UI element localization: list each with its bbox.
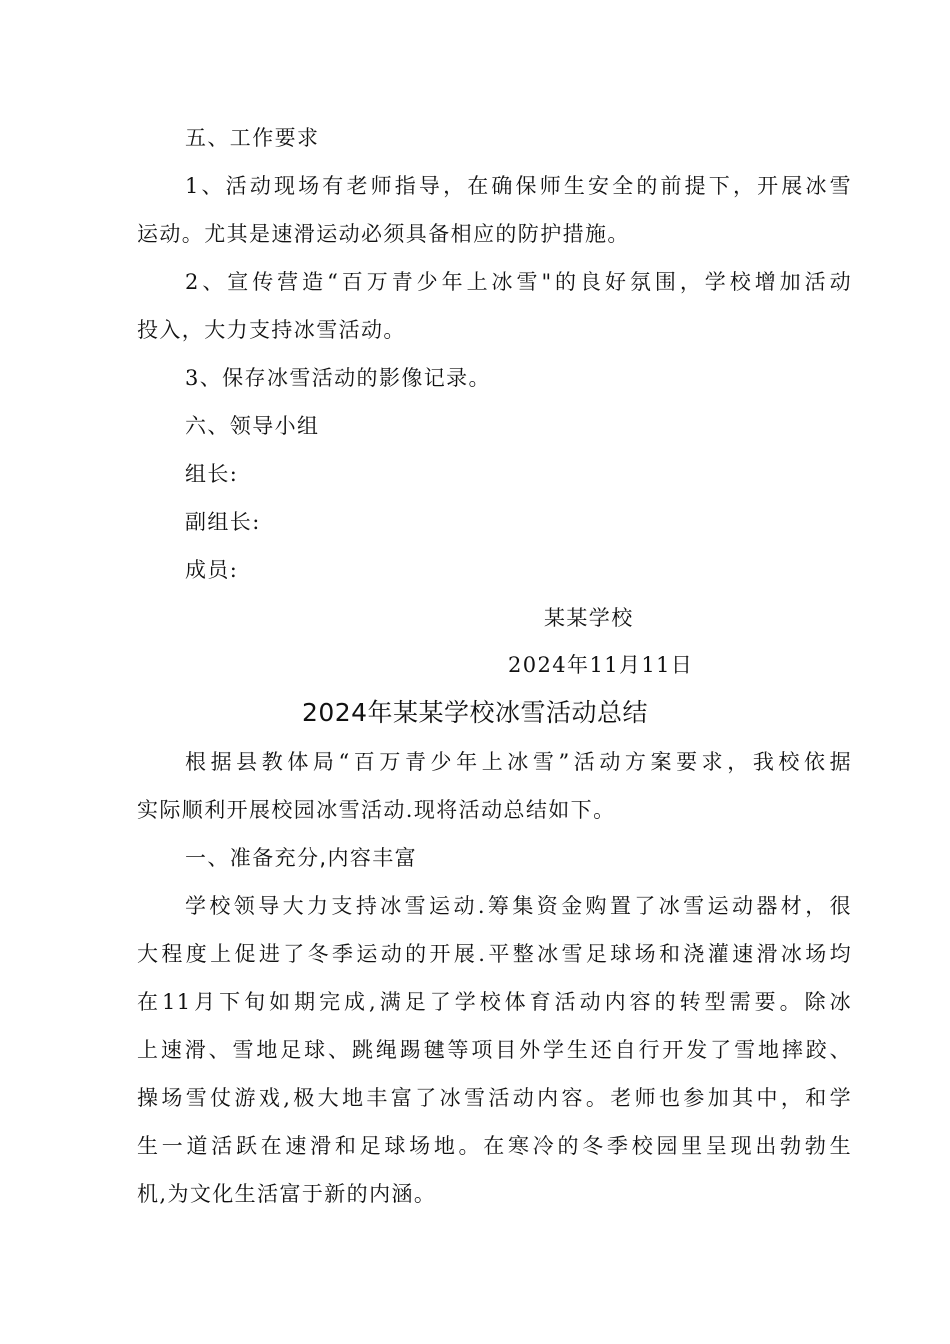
signature-date: 2024年11月11日 — [508, 653, 694, 677]
summary-p1-line7: 机,为文化生活富于新的内涵。 — [137, 1182, 437, 1206]
summary-p1-line4: 上速滑、雪地足球、跳绳踢毽等项目外学生还自行开发了雪地摔跤、 — [137, 1038, 852, 1062]
section6-heading: 六、领导小组 — [185, 414, 320, 438]
leader-label: 组长: — [185, 462, 239, 486]
summary-p1-line3: 在11月下旬如期完成,满足了学校体育活动内容的转型需要。除冰 — [137, 990, 852, 1014]
deputy-label: 副组长: — [185, 510, 261, 534]
signature-school: 某某学校 — [544, 606, 634, 630]
summary-intro-line2: 实际顺利开展校园冰雪活动.现将活动总结如下。 — [137, 798, 616, 822]
summary-p1-line6: 生一道活跃在速滑和足球场地。在寒冷的冬季校园里呈现出勃勃生 — [137, 1134, 852, 1158]
summary-p1-line5: 操场雪仗游戏,极大地丰富了冰雪活动内容。老师也参加其中，和学 — [137, 1086, 852, 1110]
section5-heading: 五、工作要求 — [185, 126, 320, 150]
summary-intro-line1: 根据县教体局“百万青少年上冰雪”活动方案要求，我校依据 — [185, 750, 852, 774]
section5-item3: 3、保存冰雪活动的影像记录。 — [185, 366, 491, 390]
summary-title: 2024年某某学校冰雪活动总结 — [301, 698, 649, 727]
section5-item2-line1: 2、宣传营造“百万青少年上冰雪"的良好氛围，学校增加活动 — [185, 270, 852, 294]
section5-item1-line1: 1、活动现场有老师指导，在确保师生安全的前提下，开展冰雪 — [185, 174, 852, 198]
summary-p1-line2: 大程度上促进了冬季运动的开展.平整冰雪足球场和浇灌速滑冰场均 — [137, 942, 852, 966]
section5-item1-line2: 运动。尤其是速滑运动必须具备相应的防护措施。 — [137, 222, 630, 246]
summary-p1-line1: 学校领导大力支持冰雪运动.筹集资金购置了冰雪运动器材，很 — [185, 894, 852, 918]
section5-item2-line2: 投入，大力支持冰雪活动。 — [137, 318, 406, 342]
summary-section1-heading: 一、准备充分,内容丰富 — [185, 846, 418, 870]
members-label: 成员: — [185, 558, 239, 582]
